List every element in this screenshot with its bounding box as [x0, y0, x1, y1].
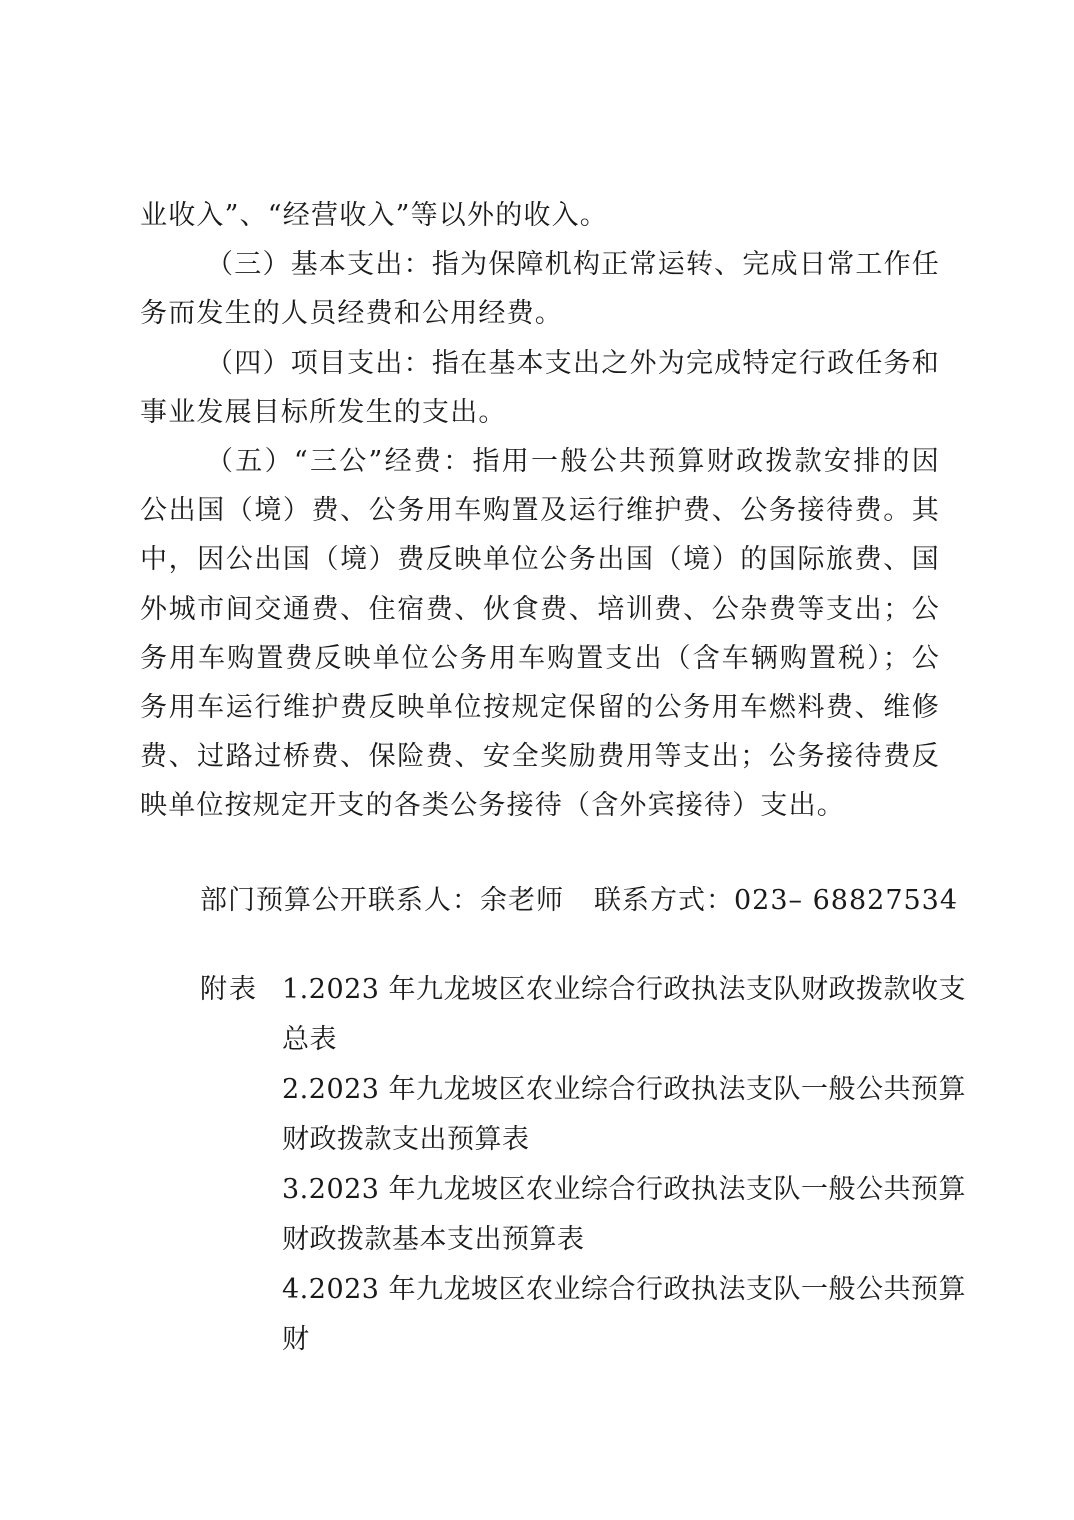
paragraph-project-expenditure: （四）项目支出：指在基本支出之外为完成特定行政任务和事业发展目标所发生的支出。: [140, 347, 940, 428]
contact-phone: 联系方式：023– 68827534: [594, 885, 959, 916]
attachments-list: [282, 965, 987, 1365]
attachment-item: 1.2023 年九龙坡区农业综合行政执法支队财政拨款收支总表: [282, 974, 967, 1055]
attachment-item: 4.2023 年九龙坡区农业综合行政执法支队一般公共预算财: [282, 1274, 967, 1355]
paragraph-continuation: 业收入”、“经营收入”等以外的收入。: [140, 200, 609, 231]
attachment-item: 2.2023 年九龙坡区农业综合行政执法支队一般公共预算财政拨款支出预算表: [282, 1074, 967, 1155]
paragraph-three-public-expenses: （五）“三公”经费：指用一般公共预算财政拨款安排的因公出国（境）费、公务用车购置及运行维护费、公务接待费。其中，因公出国（境）费反映单位公务出国（境）的国际旅费、国外城市间交通费、住宿费、伙食费、培训费、公杂费等支出；公务用车购置费反映单位公务用车购置支出（含车辆购置税）；公务用车运行维护费反映单位按规定保留的公务用车燃料费、维修费、过路过桥费、保险费、安全奖励费用等支出；公务接待费反映单位按规定开支的各类公务接待（含外宾接待）支出。: [140, 446, 940, 822]
attachment-item: 3.2023 年九龙坡区农业综合行政执法支队一般公共预算财政拨款基本支出预算表: [282, 1174, 967, 1255]
contact-line: [200, 876, 1000, 925]
attachments-label: 附表: [200, 974, 258, 1005]
paragraph-basic-expenditure: （三）基本支出：指为保障机构正常运转、完成日常工作任务而发生的人员经费和公用经费。: [140, 249, 940, 330]
body-text: [140, 191, 940, 831]
contact-person: 部门预算公开联系人：余老师: [200, 885, 564, 916]
